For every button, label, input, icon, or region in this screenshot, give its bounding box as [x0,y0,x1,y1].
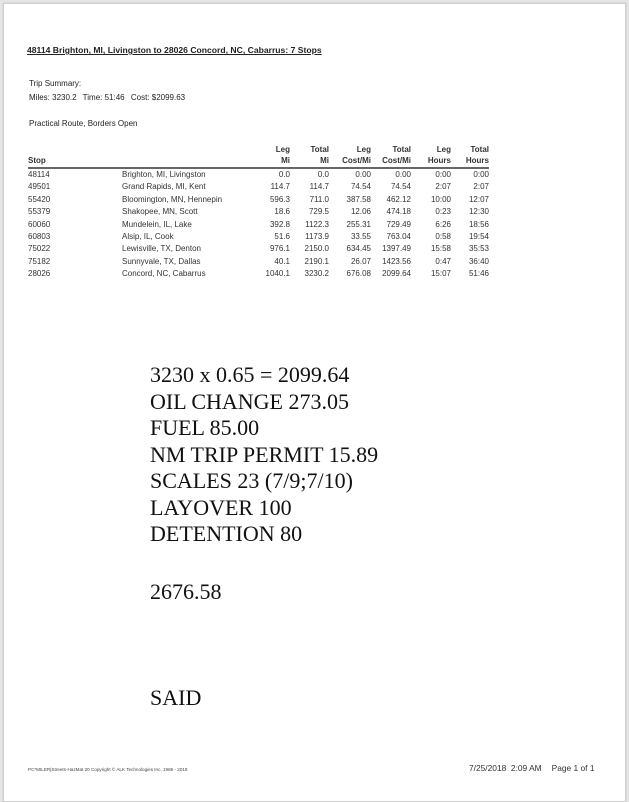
leg-mi-cell: 596.3 [269,194,290,204]
table-row [28,268,489,280]
total-mi-cell: 2190.1 [304,256,329,266]
footer-copyright: PC*MILER|Streets-HazMat 20 Copyright © ALK Technologies Inc. 1986 - 2018 [28,767,188,772]
note-line: SCALES 23 (7/9;7/10) [150,468,353,493]
table-row [28,231,489,243]
handwritten-notes [150,362,378,548]
leg-cost-cell: 387.58 [346,194,371,204]
leg-mi-cell: 40.1 [274,256,290,266]
leg-cost-cell: 12.06 [350,207,371,217]
table-row [28,206,489,218]
leg-mi-cell: 51.6 [274,232,290,242]
footer-page-number: Page 1 of 1 [551,763,595,773]
leg-hours-cell: 0:47 [435,256,451,266]
leg-cost-cell: 676.08 [346,269,371,279]
stop-zip-cell: 55420 [28,194,51,204]
header-total-mi: Total Mi [290,144,329,168]
stop-place-cell: Grand Rapids, MI, Kent [122,182,206,192]
report-title: 48114 Brighton, MI, Livingston to 28026 Concord, NC, Cabarrus: 7 Stops [27,45,322,55]
table-row [28,168,489,181]
leg-cost-cell: 33.55 [350,232,371,242]
total-mi-cell: 729.5 [308,207,329,217]
trip-summary-values [29,93,189,102]
note-line: LAYOVER 100 [150,494,292,520]
leg-hours-cell: 15:58 [430,244,451,254]
trip-summary-label: Trip Summary: [29,79,82,88]
total-mi-cell: 3230.2 [304,269,329,279]
stop-zip-cell: 48114 [28,170,50,179]
leg-mi-cell: 392.8 [269,219,290,229]
leg-mi-cell: 114.7 [270,182,290,192]
footer-meta [469,763,594,773]
leg-mi-cell: 18.6 [274,207,290,217]
total-cost-cell: 474.18 [386,207,411,217]
total-hours-cell: 35:53 [468,244,489,254]
total-cost-cell: 0.00 [395,170,411,179]
document-page [3,3,626,802]
stop-zip-cell: 28026 [28,269,51,279]
note-line: DETENTION 80 [150,521,303,546]
stop-zip-cell: 55379 [28,207,51,217]
total-hours-cell: 12:07 [468,194,489,204]
stop-zip-cell: 49501 [28,182,51,192]
total-cost-cell: 2099.64 [382,269,411,279]
table-row [28,181,489,193]
header-leg-cost: Leg Cost/Mi [329,144,371,168]
leg-hours-cell: 6:26 [435,219,451,229]
stop-place-cell: Alsip, IL, Cook [122,232,174,242]
leg-mi-cell: 1040.1 [265,269,290,279]
footer-datetime: 7/25/2018 2:09 AM [469,763,542,773]
total-mi-cell: 2150.0 [304,244,329,254]
header-leg-hours: Leg Hours [411,144,451,168]
leg-cost-cell: 26.07 [350,256,371,266]
stop-place-cell: Brighton, MI, Livingston [122,170,206,179]
stop-zip-cell: 60060 [28,219,51,229]
header-total-cost: Total Cost/Mi [371,144,411,168]
leg-hours-cell: 0:58 [435,232,451,242]
total-cost-cell: 729.49 [386,219,411,229]
total-cost-cell: 763.04 [386,232,411,242]
table-row [28,219,489,231]
total-cost-cell: 462.12 [386,194,411,204]
total-cost-cell: 74.54 [390,182,411,192]
leg-cost-cell: 74.54 [350,182,371,192]
stop-place-cell: Sunnyvale, TX, Dallas [122,256,201,266]
note-line: NM TRIP PERMIT 15.89 [150,441,379,467]
stops-table [28,144,489,281]
total-hours-cell: 0:00 [473,170,489,179]
stop-place-cell: Lewisville, TX, Denton [122,244,201,254]
total-hours-cell: 51:46 [468,269,489,279]
leg-mi-cell: 976.1 [269,244,290,254]
stop-place-cell: Bloomington, MN, Hennepin [122,194,223,204]
leg-hours-cell: 15:07 [430,269,451,279]
total-mi-cell: 1173.9 [305,232,329,242]
table-header-row [28,144,489,168]
table-row [28,243,489,255]
leg-hours-cell: 0:00 [435,170,451,179]
note-line: OIL CHANGE 273.05 [150,388,349,414]
leg-cost-cell: 0.00 [355,170,371,179]
stop-zip-cell: 75022 [28,244,51,254]
header-leg-mi: Leg Mi [252,144,290,168]
leg-hours-cell: 10:00 [430,194,451,204]
stop-zip-cell: 60803 [28,232,51,242]
header-stop: Stop [28,144,252,168]
summary-cost: Cost: $2099.63 [130,93,186,102]
total-mi-cell: 114.7 [309,182,329,192]
total-mi-cell: 711.0 [309,194,329,204]
total-mi-cell: 1122.3 [305,219,329,229]
stop-place-cell: Concord, NC, Cabarrus [122,269,206,279]
stop-zip-cell: 75182 [28,256,51,266]
route-type: Practical Route, Borders Open [29,119,138,128]
total-hours-cell: 19:54 [468,232,489,242]
stop-place-cell: Shakopee, MN, Scott [122,207,198,217]
header-total-hours: Total Hours [451,144,489,168]
note-line: FUEL 85.00 [150,415,260,440]
summary-time: Time: 51:46 [82,93,125,102]
stop-place-cell: Mundelein, IL, Lake [122,219,192,229]
total-mi-cell: 0.0 [317,170,329,179]
total-cost-cell: 1397.49 [382,244,411,254]
leg-mi-cell: 0.0 [278,170,290,179]
total-cost-cell: 1423.56 [382,256,411,266]
note-line: 3230 x 0.65 = 2099.64 [150,362,350,387]
leg-hours-cell: 0:23 [435,207,451,217]
leg-cost-cell: 255.31 [346,219,371,229]
signature: SAID [150,685,202,710]
notes-total: 2676.58 [150,579,222,604]
total-hours-cell: 12:30 [468,207,489,217]
summary-miles: Miles: 3230.2 [29,93,77,102]
leg-hours-cell: 2:07 [435,182,451,192]
total-hours-cell: 36:40 [468,256,489,266]
total-hours-cell: 18:56 [468,219,489,229]
leg-cost-cell: 634.45 [346,244,371,254]
table-row [28,256,489,268]
total-hours-cell: 2:07 [473,182,489,192]
table-row [28,194,489,206]
